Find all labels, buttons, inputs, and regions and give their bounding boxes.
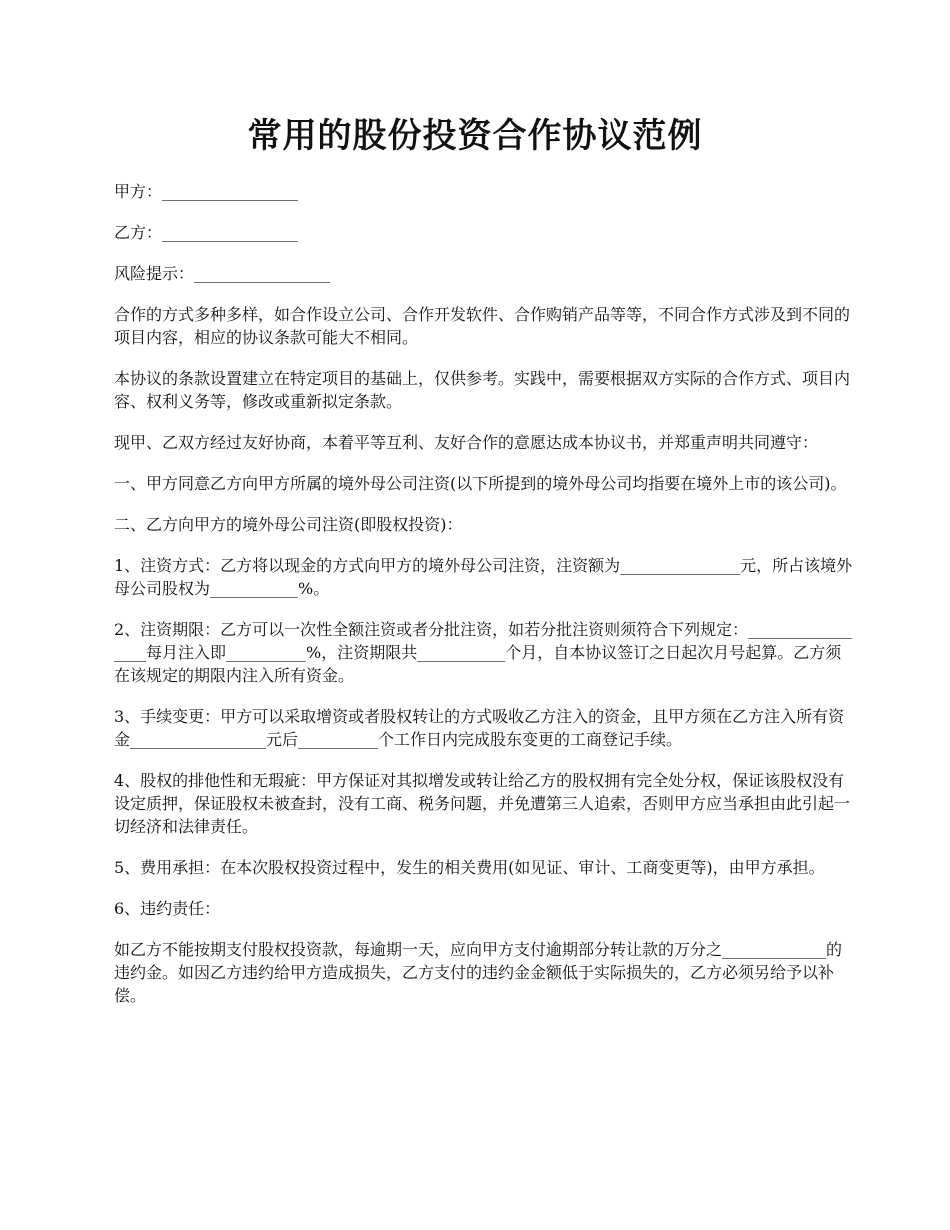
party-a-label: 甲方：	[114, 182, 163, 201]
clause-2-4-equity-exclusivity: 4、股权的排他性和无瑕疵：甲方保证对其拟增发或转让给乙方的股权拥有完全处分权，保证该股权没有设定质押，保证股权未被查封，没有工商、税务问题，并免遭第三人追索，否则甲方应当承担由此引起一切经济和法律责任。	[114, 771, 851, 836]
clause-2-1-investment-method: 1、注资方式：乙方将以现金的方式向甲方的境外母公司注资，注资额为_______________元，所占该境外母公司股权为___________%。	[114, 556, 853, 598]
risk-notice-label: 风险提示：	[114, 264, 195, 283]
document-body	[114, 180, 854, 1025]
paragraph-intro-reference: 本协议的条款设置建立在特定项目的基础上，仅供参考。实践中，需要根据双方实际的合作方式、项目内容、权利义务等，修改或重新拟定条款。	[114, 369, 851, 411]
clause-two: 二、乙方向甲方的境外母公司注资(即股权投资)：	[114, 515, 463, 534]
risk-notice-blank: _________________	[194, 264, 331, 283]
paragraph-intro-cooperation: 合作的方式多种多样，如合作设立公司、合作开发软件、合作购销产品等等，不同合作方式涉及到不同的项目内容，相应的协议条款可能大不相同。	[114, 305, 851, 347]
clause-2-6-liability-text: 如乙方不能按期支付股权投资款，每逾期一天，应向甲方支付逾期部分转让款的万分之_____________的违约金。如因乙方违约给甲方造成损失，乙方支付的违约金金额低于实际损失的，乙方必须另给予以补偿。	[114, 940, 843, 1005]
party-a-field	[114, 180, 854, 203]
clause-2-6-liability-heading: 6、违约责任：	[114, 899, 221, 918]
party-b-field	[114, 221, 854, 244]
party-b-blank: _________________	[162, 223, 299, 242]
clause-2-3-procedure-change: 3、手续变更：甲方可以采取增资或者股权转让的方式吸收乙方注入的资金，且甲方须在乙方注入所有资金_________________元后__________个工作日内完成股东变更的工商登记手续。	[114, 707, 845, 749]
party-b-label: 乙方：	[114, 223, 163, 242]
clause-2-2-investment-period: 2、注资期限：乙方可以一次性全额注资或者分批注资，如若分批注资则须符合下列规定：_________________每月注入即__________%，注资期限共___________个月，自本协议签订之日起次月号起算。乙方须在该规定的期限内注入所有资金。	[114, 620, 853, 685]
clause-2-5-cost-bearing: 5、费用承担：在本次股权投资过程中，发生的相关费用(如见证、审计、工商变更等)，由甲方承担。	[114, 858, 825, 877]
party-a-blank: _________________	[162, 182, 299, 201]
clause-one: 一、甲方同意乙方向甲方所属的境外母公司注资(以下所提到的境外母公司均指要在境外上市的该公司)。	[114, 474, 847, 493]
paragraph-intro-agreement: 现甲、乙双方经过友好协商，本着平等互利、友好合作的意愿达成本协议书，并郑重声明共同遵守：	[114, 433, 819, 452]
document-title: 常用的股份投资合作协议范例	[247, 116, 703, 156]
risk-notice-field	[114, 262, 854, 285]
